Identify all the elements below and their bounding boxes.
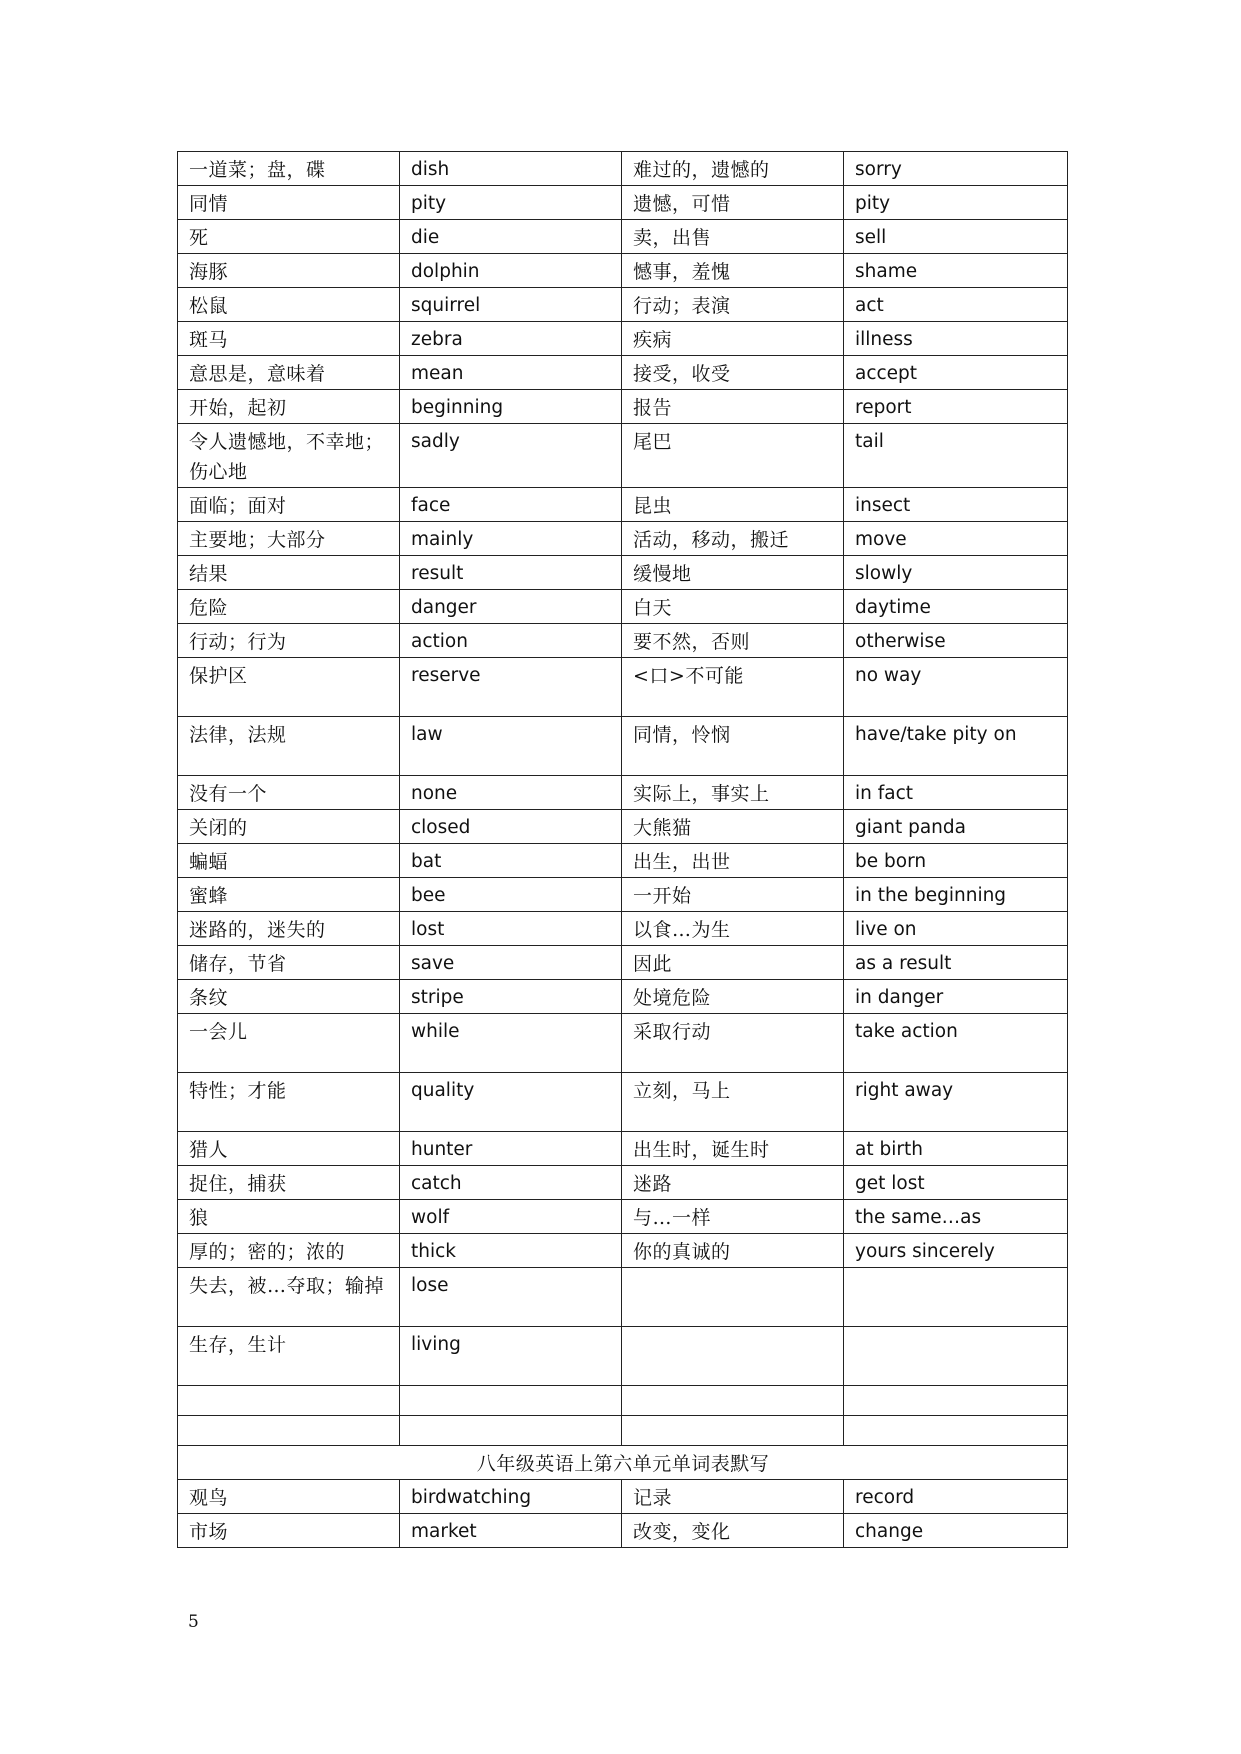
chinese-meaning-cell: 憾事，羞愧 [622, 254, 844, 288]
english-word-cell: take action [844, 1014, 1068, 1073]
chinese-meaning-cell: 失去，被…夺取；输掉 [178, 1268, 400, 1327]
english-word-cell: lost [400, 912, 622, 946]
chinese-meaning-cell: 法律，法规 [178, 717, 400, 776]
chinese-meaning-cell: 出生时，诞生时 [622, 1132, 844, 1166]
english-word-cell: giant panda [844, 810, 1068, 844]
table-row [178, 1132, 1068, 1166]
english-word-cell: lose [400, 1268, 622, 1327]
table-row [178, 1268, 1068, 1327]
table-row [178, 1327, 1068, 1386]
english-word-cell: in fact [844, 776, 1068, 810]
chinese-meaning-cell: 缓慢地 [622, 556, 844, 590]
table-row [178, 717, 1068, 776]
chinese-meaning-cell: 松鼠 [178, 288, 400, 322]
english-word-cell: have/take pity on [844, 717, 1068, 776]
english-word-cell: law [400, 717, 622, 776]
english-word-cell: squirrel [400, 288, 622, 322]
table-row [178, 322, 1068, 356]
english-word-cell: beginning [400, 390, 622, 424]
chinese-meaning-cell: 疾病 [622, 322, 844, 356]
table-row [178, 810, 1068, 844]
table-row [178, 912, 1068, 946]
english-word-cell: thick [400, 1234, 622, 1268]
english-word-cell: as a result [844, 946, 1068, 980]
english-word-cell: report [844, 390, 1068, 424]
table-row [178, 288, 1068, 322]
table-row [178, 946, 1068, 980]
table-row [178, 1166, 1068, 1200]
english-word-cell: sadly [400, 424, 622, 488]
english-word-cell [400, 1416, 622, 1446]
table-row [178, 356, 1068, 390]
english-word-cell: yours sincerely [844, 1234, 1068, 1268]
chinese-meaning-cell [622, 1268, 844, 1327]
english-word-cell: zebra [400, 322, 622, 356]
chinese-meaning-cell: 记录 [622, 1480, 844, 1514]
chinese-meaning-cell: 死 [178, 220, 400, 254]
table-row [178, 590, 1068, 624]
chinese-meaning-cell: 危险 [178, 590, 400, 624]
chinese-meaning-cell: 储存，节省 [178, 946, 400, 980]
english-word-cell: dish [400, 152, 622, 186]
table-row [178, 1386, 1068, 1416]
english-word-cell: insect [844, 488, 1068, 522]
chinese-meaning-cell: 一开始 [622, 878, 844, 912]
english-word-cell: right away [844, 1073, 1068, 1132]
chinese-meaning-cell [622, 1386, 844, 1416]
chinese-meaning-cell: 采取行动 [622, 1014, 844, 1073]
table-row [178, 658, 1068, 717]
english-word-cell: save [400, 946, 622, 980]
chinese-meaning-cell: 蜜蜂 [178, 878, 400, 912]
table-row [178, 1234, 1068, 1268]
chinese-meaning-cell: 一道菜；盘，碟 [178, 152, 400, 186]
english-word-cell: otherwise [844, 624, 1068, 658]
table-row [178, 980, 1068, 1014]
english-word-cell: illness [844, 322, 1068, 356]
chinese-meaning-cell: 行动；行为 [178, 624, 400, 658]
page-number: 5 [188, 1612, 199, 1632]
english-word-cell: mainly [400, 522, 622, 556]
english-word-cell [400, 1386, 622, 1416]
english-word-cell: die [400, 220, 622, 254]
chinese-meaning-cell: 与…一样 [622, 1200, 844, 1234]
chinese-meaning-cell: 同情 [178, 186, 400, 220]
chinese-meaning-cell: 保护区 [178, 658, 400, 717]
table-row [178, 488, 1068, 522]
table-row [178, 390, 1068, 424]
chinese-meaning-cell: 你的真诚的 [622, 1234, 844, 1268]
english-word-cell: sorry [844, 152, 1068, 186]
chinese-meaning-cell: 难过的，遗憾的 [622, 152, 844, 186]
chinese-meaning-cell: 报告 [622, 390, 844, 424]
chinese-meaning-cell: 关闭的 [178, 810, 400, 844]
english-word-cell: stripe [400, 980, 622, 1014]
english-word-cell: record [844, 1480, 1068, 1514]
english-word-cell: tail [844, 424, 1068, 488]
english-word-cell: move [844, 522, 1068, 556]
english-word-cell: face [400, 488, 622, 522]
chinese-meaning-cell: 处境危险 [622, 980, 844, 1014]
english-word-cell: bee [400, 878, 622, 912]
chinese-meaning-cell: 活动，移动，搬迁 [622, 522, 844, 556]
english-word-cell: dolphin [400, 254, 622, 288]
table-row [178, 1200, 1068, 1234]
english-word-cell: birdwatching [400, 1480, 622, 1514]
english-word-cell: wolf [400, 1200, 622, 1234]
table-row [178, 624, 1068, 658]
english-word-cell: market [400, 1514, 622, 1548]
table-row [178, 1480, 1068, 1514]
english-word-cell: at birth [844, 1132, 1068, 1166]
table-row [178, 220, 1068, 254]
chinese-meaning-cell [178, 1386, 400, 1416]
chinese-meaning-cell: 斑马 [178, 322, 400, 356]
english-word-cell: while [400, 1014, 622, 1073]
english-word-cell: bat [400, 844, 622, 878]
vocabulary-table-body [178, 152, 1068, 1548]
chinese-meaning-cell: 捉住，捕获 [178, 1166, 400, 1200]
english-word-cell: no way [844, 658, 1068, 717]
english-word-cell: living [400, 1327, 622, 1386]
english-word-cell: quality [400, 1073, 622, 1132]
english-word-cell: the same…as [844, 1200, 1068, 1234]
english-word-cell: act [844, 288, 1068, 322]
section-title-row [178, 1446, 1068, 1480]
english-word-cell: pity [844, 186, 1068, 220]
table-row [178, 1416, 1068, 1446]
english-word-cell: in danger [844, 980, 1068, 1014]
english-word-cell: accept [844, 356, 1068, 390]
english-word-cell: mean [400, 356, 622, 390]
chinese-meaning-cell: 猎人 [178, 1132, 400, 1166]
chinese-meaning-cell: 尾巴 [622, 424, 844, 488]
chinese-meaning-cell: 白天 [622, 590, 844, 624]
chinese-meaning-cell: 出生，出世 [622, 844, 844, 878]
english-word-cell: danger [400, 590, 622, 624]
chinese-meaning-cell: 没有一个 [178, 776, 400, 810]
chinese-meaning-cell: 大熊猫 [622, 810, 844, 844]
english-word-cell: none [400, 776, 622, 810]
english-word-cell: result [400, 556, 622, 590]
chinese-meaning-cell: 立刻，马上 [622, 1073, 844, 1132]
chinese-meaning-cell: 市场 [178, 1514, 400, 1548]
chinese-meaning-cell: 实际上，事实上 [622, 776, 844, 810]
chinese-meaning-cell: 生存，生计 [178, 1327, 400, 1386]
english-word-cell: catch [400, 1166, 622, 1200]
table-row [178, 878, 1068, 912]
english-word-cell: in the beginning [844, 878, 1068, 912]
chinese-meaning-cell: 狼 [178, 1200, 400, 1234]
vocabulary-table [177, 151, 1068, 1548]
table-row [178, 556, 1068, 590]
english-word-cell [844, 1386, 1068, 1416]
table-row [178, 186, 1068, 220]
chinese-meaning-cell [622, 1416, 844, 1446]
chinese-meaning-cell: 主要地；大部分 [178, 522, 400, 556]
chinese-meaning-cell [178, 1416, 400, 1446]
chinese-meaning-cell: 一会儿 [178, 1014, 400, 1073]
chinese-meaning-cell: 意思是，意味着 [178, 356, 400, 390]
chinese-meaning-cell: 遗憾，可惜 [622, 186, 844, 220]
chinese-meaning-cell: 因此 [622, 946, 844, 980]
chinese-meaning-cell: 条纹 [178, 980, 400, 1014]
english-word-cell: be born [844, 844, 1068, 878]
english-word-cell: action [400, 624, 622, 658]
english-word-cell [844, 1416, 1068, 1446]
chinese-meaning-cell: 改变，变化 [622, 1514, 844, 1548]
chinese-meaning-cell: <口>不可能 [622, 658, 844, 717]
chinese-meaning-cell: 要不然，否则 [622, 624, 844, 658]
chinese-meaning-cell: 接受，收受 [622, 356, 844, 390]
table-row [178, 1073, 1068, 1132]
table-row [178, 1014, 1068, 1073]
table-row [178, 424, 1068, 488]
english-word-cell: get lost [844, 1166, 1068, 1200]
table-row [178, 254, 1068, 288]
chinese-meaning-cell: 海豚 [178, 254, 400, 288]
english-word-cell [844, 1268, 1068, 1327]
table-row [178, 522, 1068, 556]
chinese-meaning-cell: 观鸟 [178, 1480, 400, 1514]
english-word-cell: reserve [400, 658, 622, 717]
chinese-meaning-cell: 迷路 [622, 1166, 844, 1200]
english-word-cell: hunter [400, 1132, 622, 1166]
chinese-meaning-cell: 令人遗憾地，不幸地；伤心地 [178, 424, 400, 488]
chinese-meaning-cell: 以食…为生 [622, 912, 844, 946]
english-word-cell: live on [844, 912, 1068, 946]
chinese-meaning-cell: 卖，出售 [622, 220, 844, 254]
english-word-cell: shame [844, 254, 1068, 288]
chinese-meaning-cell: 开始，起初 [178, 390, 400, 424]
chinese-meaning-cell: 面临；面对 [178, 488, 400, 522]
english-word-cell: sell [844, 220, 1068, 254]
chinese-meaning-cell: 特性；才能 [178, 1073, 400, 1132]
chinese-meaning-cell: 行动；表演 [622, 288, 844, 322]
table-row [178, 776, 1068, 810]
table-row [178, 152, 1068, 186]
table-row [178, 1514, 1068, 1548]
chinese-meaning-cell: 厚的；密的；浓的 [178, 1234, 400, 1268]
section-title: 八年级英语上第六单元单词表默写 [178, 1446, 1068, 1480]
chinese-meaning-cell: 同情，怜悯 [622, 717, 844, 776]
english-word-cell: change [844, 1514, 1068, 1548]
english-word-cell: slowly [844, 556, 1068, 590]
chinese-meaning-cell: 结果 [178, 556, 400, 590]
english-word-cell: pity [400, 186, 622, 220]
english-word-cell: closed [400, 810, 622, 844]
chinese-meaning-cell: 蝙蝠 [178, 844, 400, 878]
chinese-meaning-cell: 昆虫 [622, 488, 844, 522]
chinese-meaning-cell [622, 1327, 844, 1386]
english-word-cell: daytime [844, 590, 1068, 624]
chinese-meaning-cell: 迷路的，迷失的 [178, 912, 400, 946]
english-word-cell [844, 1327, 1068, 1386]
table-row [178, 844, 1068, 878]
